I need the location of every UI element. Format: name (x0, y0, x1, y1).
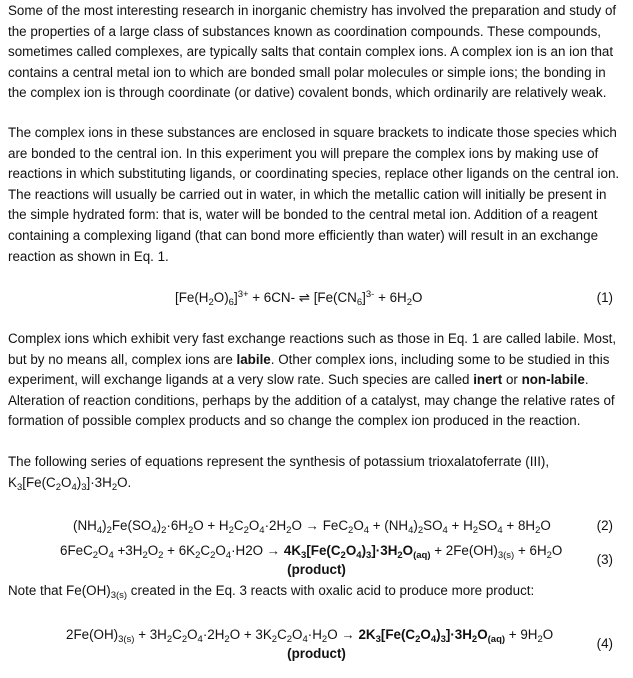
product-label-eq3: (product) (287, 562, 346, 577)
equation-4: $2Fe(OH)_{3(s)} + 3H_2C_2O_4\cdot 2H_2O + 3K_2C_2O_4\cdot H_2O \to 2K_3[Fe(C_2O_4)_3]\cdot 3H_2O_{(aq)} + 9H_2O$ (66, 627, 554, 645)
paragraph-complex-ions: The complex ions in these substances are enclosed in square brackets to indicate those species which are bonded to the central ion. In this experiment you will prepare the complex ions by making use of reactions in which substituting ligands, or coordinating species, replace other ligands on the central ion. The reactions will usually be carried out in water, in which the metallic cation will initially be present in the simple hydrated form: that is, water will be bonded to the central metal ion. Addition of a reagent containing a complexing ligand (that can bond more efficiently than water) will result in an exchange reaction as shown in Eq. 1. (8, 125, 620, 264)
equation-1-number: (1) (596, 290, 613, 305)
equation-3: $6FeC_2O_4 +3H_2O_2 + 6K_2C_2O_4\cdot H2O \to 4K_3[Fe(C_2O_4)_3]\cdot 3H_2O_{(aq)} + 2Fe(OH)_{3(s)} + 6H_2O$ (60, 543, 563, 561)
note-fe-oh: Note that $Fe(OH)_{3(s)}$ created in the Eq. 3 reacts with oxalic acid to produce more product: (8, 583, 535, 601)
product-label-eq4: (product) (287, 646, 346, 661)
paragraph-synthesis-intro: The following series of equations represent the synthesis of potassium trioxalatoferrate (III), (8, 454, 550, 469)
paragraph-labile: Complex ions which exhibit very fast exchange reactions such as those in Eq. 1 are called labile. Most, but by no means all, complex ions are labile. Other complex ions, including some to be studied in this experiment, will exchange ligands at a very slow rate. Such species are called inert or non-labile. Alteration of reaction conditions, perhaps by the addition of a catalyst, may change the relative rates of formation of possible complex products and so change the complex ion produced in the reaction. (8, 331, 617, 429)
paragraph-intro: Some of the most interesting research in inorganic chemistry has involved the preparation and study of the properties of a large class of substances known as coordination compounds. These compounds, sometimes called complexes, are typically salts that contain complex ions. A complex ion is an ion that contains a central metal ion to which are bonded small polar molecules or simple ions; the bonding in the complex ion is through coordinate (or dative) covalent bonds, which ordinarily are relatively weak. (8, 3, 617, 101)
equation-3-number: (3) (596, 552, 613, 567)
compound-formula: $K_3[Fe(C_2O_4)_3]\cdot 3H_2O$. (8, 475, 132, 493)
equation-4-number: (4) (596, 636, 613, 651)
equation-2: $(NH_4)_2Fe(SO_4)_2\cdot 6H_2O + H_2C_2O_4\cdot 2H_2O \to FeC_2O_4 + (NH_4)_2SO_4 + H_2SO_4 + 8H_2O$ (73, 518, 551, 536)
equation-2-number: (2) (596, 518, 613, 533)
equation-1: $[Fe(H_2O)_6]^{3+} + 6CN-$ ⇌ [$Fe(CN_6]^{3-} + 6H_2O$ (175, 289, 423, 308)
